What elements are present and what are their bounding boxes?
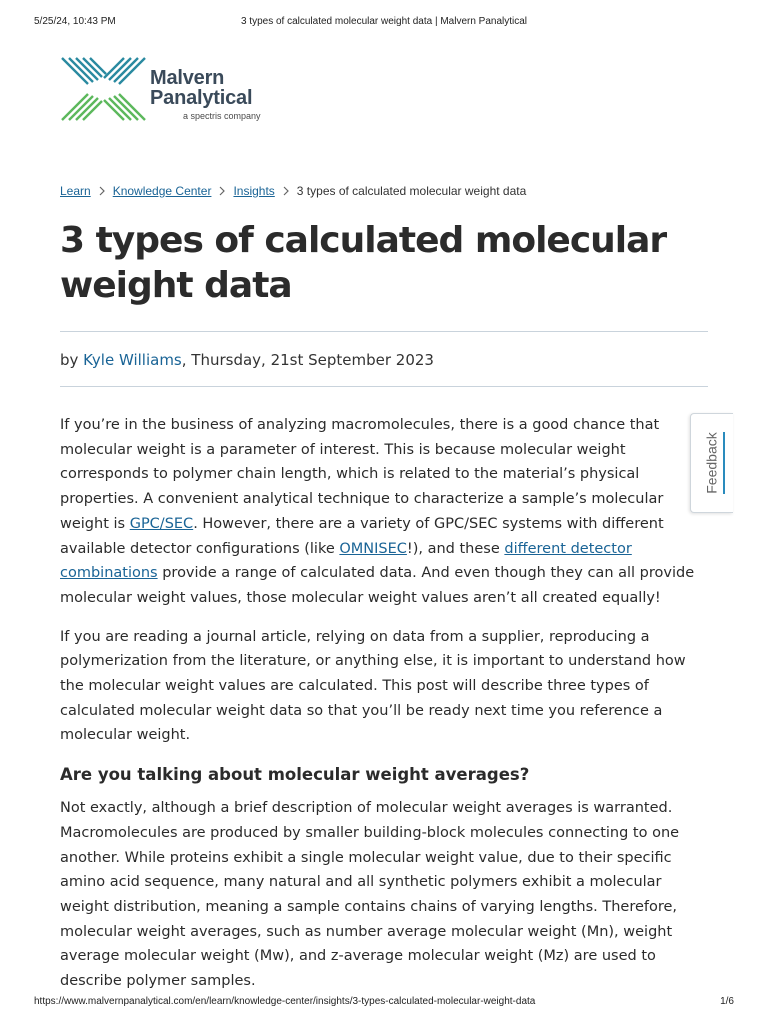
breadcrumb xyxy=(60,184,526,198)
logo-line-1: Malvern xyxy=(150,67,225,89)
breadcrumb-learn[interactable]: Learn xyxy=(60,184,91,198)
paragraph-text: provide a range of calculated data. And even though they can all provide molecular weight values, those molecular weight values aren’t all created equally! xyxy=(60,565,695,606)
author-link[interactable]: Kyle Williams xyxy=(83,351,182,369)
paragraph-1 xyxy=(60,413,706,611)
print-page-title: 3 types of calculated molecular weight data | Malvern Panalytical xyxy=(240,16,528,27)
print-url: https://www.malvernpanalytical.com/en/learn/knowledge-center/insights/3-types-calculated-molecular-weight-data xyxy=(34,996,536,1007)
print-date: 5/25/24, 10:43 PM xyxy=(34,16,116,27)
paragraph-text: !), and these xyxy=(406,540,505,557)
paragraph-3: Not exactly, although a brief description of molecular weight averages is warranted. Macromolecules are produced by smaller building-block molecules connecting to one another. While proteins exhibit a single molecular weight value, due to their specific amino acid sequence, many natural and all synthetic polymers exhibit a molecular weight distribution, meaning a sample contains chains of varying lengths. Therefore, molecular weight averages, such as number average molecular weight (Mn), weight average molecular weight (Mw), and z-average molecular weight (Mz) are used to describe polymer samples. xyxy=(60,800,680,990)
omnisec-link[interactable]: OMNISEC xyxy=(339,540,407,557)
chevron-right-icon xyxy=(282,186,290,196)
print-page-number: 1/6 xyxy=(720,996,734,1007)
article-byline xyxy=(60,351,434,369)
breadcrumb-insights[interactable]: Insights xyxy=(233,184,275,198)
section-heading: Are you talking about molecular weight averages? xyxy=(60,765,530,785)
page-title: 3 types of calculated molecular weight data xyxy=(60,220,667,306)
paragraph-text: If you’re in the business of analyzing macromolecules, there is a good chance that molecular weight is a parameter of interest. This is because molecular weight corresponds to polymer chain length, which is related to the material’s physical properties. A convenient analytical technique to characterize a sample’s molecular weight is xyxy=(60,417,664,532)
gpc-sec-link[interactable]: GPC/SEC xyxy=(129,515,194,532)
chevron-right-icon xyxy=(98,186,106,196)
divider-top xyxy=(60,331,708,332)
byline-prefix: by xyxy=(60,351,84,369)
paragraph-text: . However, there are a variety of GPC/SEC systems with different available detector configurations (like xyxy=(60,515,664,557)
breadcrumb-current: 3 types of calculated molecular weight data xyxy=(296,184,527,198)
paragraph-2: If you are reading a journal article, relying on data from a supplier, reproducing a polymerization from the literature, or anything else, it is important to understand how the molecular weight values are calculated. This post will describe three types of calculated molecular weight data so that you’ll be ready next time you reference a molecular weight. xyxy=(60,628,686,744)
detector-combinations-link[interactable]: different detector combinations xyxy=(60,540,632,582)
malvern-x-logo-icon xyxy=(60,56,150,122)
logo-wordmark xyxy=(150,68,252,108)
article-body xyxy=(60,413,706,1008)
publish-date: , Thursday, 21st September 2023 xyxy=(181,351,434,369)
breadcrumb-knowledge-center[interactable]: Knowledge Center xyxy=(112,184,212,198)
feedback-label: Feedback xyxy=(704,432,721,494)
feedback-accent-bar xyxy=(723,432,725,494)
feedback-tab[interactable] xyxy=(690,413,733,513)
site-logo[interactable] xyxy=(60,56,280,126)
logo-tagline: a spectris company xyxy=(183,111,261,121)
logo-line-2: Panalytical xyxy=(150,87,253,109)
chevron-right-icon xyxy=(218,186,226,196)
divider-bottom xyxy=(60,386,708,387)
